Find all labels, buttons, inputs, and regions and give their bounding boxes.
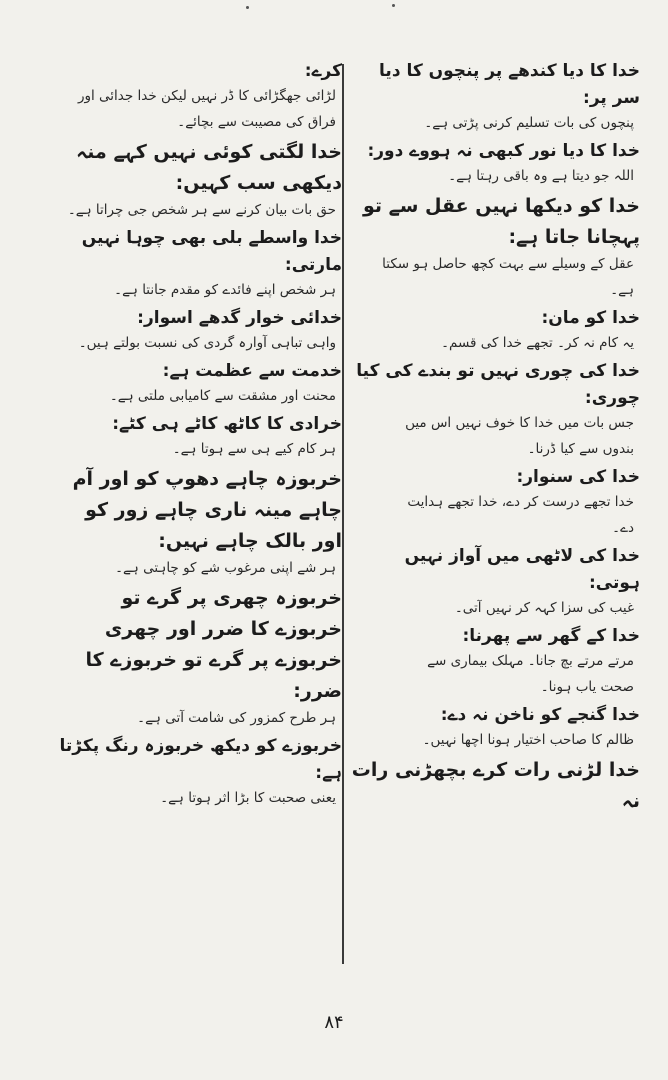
proverb-meaning: ہر کام کیے ہی سے ہوتا ہے۔ [172, 441, 336, 457]
proverb-heading: خدمت سے عظمت ہے: [162, 361, 342, 381]
proverb-entry [348, 305, 640, 354]
proverb-meaning: یعنی صحبت کا بڑا اثر ہوتا ہے۔ [160, 790, 336, 806]
proverb-entry [50, 464, 342, 579]
proverb-entry [50, 733, 342, 809]
proverb-meaning: جس بات میں خدا کا خوف نہیں اس میں [405, 415, 634, 431]
proverb-meaning: ہر طرح کمزور کی شامت آتی ہے۔ [137, 710, 336, 726]
print-speck [246, 6, 249, 9]
proverb-meaning: دے۔ [612, 520, 634, 536]
proverb-heading: خربوزہ چھری پر گرے تو خربوزے کا ضرر اور چھری خربوزے پر گرے تو خربوزے کا ضرر: [85, 587, 342, 702]
proverb-entry [348, 191, 640, 301]
proverb-meaning: ہے۔ [610, 282, 634, 298]
proverb-meaning: ہر شخص اپنے فائدے کو مقدم جانتا ہے۔ [114, 282, 336, 298]
proverb-heading: خدا کی سنوار: [516, 467, 640, 487]
proverb-meaning: ہر شے اپنی مرغوب شے کو چاہتی ہے۔ [115, 560, 336, 576]
proverb-entry [50, 225, 342, 301]
proverb-entry [50, 137, 342, 221]
proverb-entry [348, 138, 640, 187]
proverb-meaning: مرتے مرتے بچ جانا۔ مہلک بیماری سے [427, 653, 634, 669]
proverb-heading: خدا کا دیا کندھے پر پنچوں کا دیا سر پر: [379, 61, 640, 108]
proverb-heading: خدا کا دیا نور کبھی نہ ہووے دور: [367, 141, 640, 161]
proverb-entry [50, 411, 342, 460]
proverb-meaning: فراق کی مصیبت سے بچائے۔ [177, 114, 336, 130]
proverb-heading: خدا کی چوری نہیں تو بندے کی کیا چوری: [356, 361, 640, 408]
proverb-meaning: عقل کے وسیلے سے بہت کچھ حاصل ہو سکتا [382, 256, 634, 272]
proverb-heading: خدا کے گھر سے پھرنا: [462, 626, 640, 646]
proverb-meaning: اللہ جو دیتا ہے وہ باقی رہتا ہے۔ [448, 168, 634, 184]
proverb-meaning: خدا تجھے درست کر دے، خدا تجھے ہدایت [407, 494, 634, 510]
proverb-entry [50, 58, 342, 133]
proverb-entry [348, 702, 640, 751]
print-speck [392, 4, 395, 7]
proverb-heading: خدائی خوار گدھے اسوار: [137, 308, 342, 328]
proverb-meaning: لڑائی جھگڑائی کا ڈر نہیں لیکن خدا جدائی اور [77, 88, 336, 104]
proverb-meaning: یہ کام نہ کر۔ تجھے خدا کی قسم۔ [441, 335, 634, 351]
proverb-heading: خدا گنجے کو ناخن نہ دے: [440, 705, 640, 725]
proverb-meaning: محنت اور مشقت سے کامیابی ملتی ہے۔ [109, 388, 336, 404]
proverb-entry [348, 543, 640, 619]
proverb-entry [348, 623, 640, 698]
proverb-heading: کرے: [304, 61, 342, 81]
proverb-entry [348, 358, 640, 460]
proverb-heading: خدا کو مان: [541, 308, 640, 328]
proverb-meaning: صحت یاب ہونا۔ [540, 679, 634, 695]
proverb-entry [50, 358, 342, 407]
proverb-meaning: غیب کی سزا کہہ کر نہیں آتی۔ [454, 600, 634, 616]
left-column [50, 58, 342, 813]
proverb-entry [50, 305, 342, 354]
proverb-entry [348, 755, 640, 817]
proverb-heading: خدا کی لاٹھی میں آواز نہیں ہوتی: [404, 546, 640, 593]
page-number: ۸۴ [324, 1012, 344, 1033]
proverb-meaning: حق بات بیان کرنے سے ہر شخص جی چراتا ہے۔ [67, 202, 336, 218]
proverb-heading: خربوزے کو دیکھ خربوزہ رنگ پکڑتا ہے: [59, 736, 342, 783]
proverb-meaning: واہی تباہی آوارہ گردی کی نسبت بولتے ہیں۔ [78, 335, 336, 351]
proverb-heading: خدا لگتی کوئی نہیں کہے منہ دیکھی سب کہیں: [76, 141, 342, 194]
proverb-meaning: بندوں سے کیا ڈرنا۔ [527, 441, 634, 457]
proverb-meaning: ظالم کا صاحب اختیار ہونا اچھا نہیں۔ [422, 732, 634, 748]
proverb-meaning: پنچوں کی بات تسلیم کرنی پڑتی ہے۔ [424, 115, 634, 131]
proverb-entry [50, 583, 342, 729]
proverb-entry [348, 58, 640, 134]
proverb-entry [348, 464, 640, 539]
proverb-heading: خدا واسطے بلی بھی چوہا نہیں مارتی: [81, 228, 342, 275]
proverb-heading: خربوزہ چاہے دھوپ کو اور آم چاہے مینہ ناری چاہے زور کو اور بالک چاہے نہیں: [72, 468, 342, 552]
proverb-heading: خرادی کا کاٹھ کاٹے ہی کٹے: [112, 414, 342, 434]
proverb-heading: خدا کو دیکھا نہیں عقل سے تو پہچانا جاتا ہے: [362, 195, 640, 248]
proverb-heading: خدا لڑنی رات کرے بچھڑنی رات نہ [351, 759, 640, 812]
right-column [348, 58, 640, 817]
column-divider [342, 64, 344, 964]
